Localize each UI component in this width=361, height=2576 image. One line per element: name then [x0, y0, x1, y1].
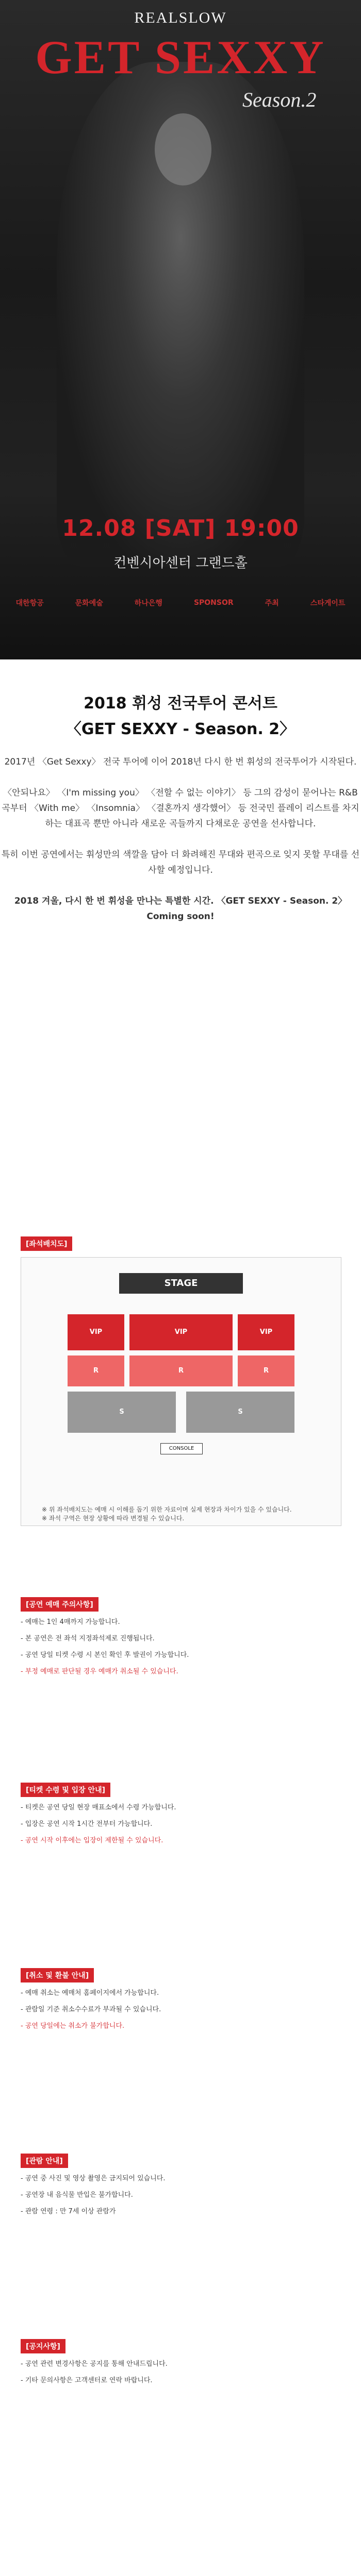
sponsor-logo: 스타게이트: [310, 599, 346, 607]
notice-line: - 예매 취소는 예매처 홈페이지에서 가능합니다.: [21, 1989, 159, 1997]
notice-label: [공지사항]: [21, 2339, 65, 2353]
notice-line: - 공연 당일에는 취소가 불가합니다.: [21, 2022, 125, 2030]
seat-zone: S: [186, 1392, 294, 1433]
notice-block: [21, 1958, 340, 2143]
intro-paragraph: 특히 이번 공연에서는 휘성만의 색깔을 담아 더 화려해진 무대와 편곡으로 잊지 못할 무대를 선사할 예정입니다.: [1, 850, 360, 875]
concert-title: GET SEXXY: [35, 31, 326, 83]
notice-line: - 부정 예매로 판단될 경우 예매가 취소될 수 있습니다.: [21, 1668, 178, 1675]
notice-block: [21, 2329, 340, 2514]
seat-zone: S: [68, 1392, 176, 1433]
seat-note: ※ 위 좌석배치도는 예매 시 이해를 돕기 위한 자료이며 실제 현장과 차이가 있을 수 있습니다.: [42, 1506, 292, 1513]
hero-banner: [0, 0, 361, 701]
seat-label: [좌석배치도]: [21, 1236, 72, 1251]
sponsor-bar: [0, 587, 361, 618]
intro-paragraph: 〈안되나요〉 〈I'm missing you〉 〈전할 수 없는 이야기〉 등 그의 감성이 묻어나는 R&B곡부터 〈With me〉 〈Insomnia〉 〈결혼까지 생각했어〉 등 전국민 플레이 리스트를 차지하는 대표곡 뿐만 아니라 새로운 곡들까지 다채로운 공연을 선사합니다.: [2, 788, 359, 829]
notice-label: [공연 예매 주의사항]: [21, 1597, 99, 1612]
season-label: Season.2: [242, 88, 317, 111]
sponsor-logo: 주최: [265, 599, 279, 607]
intro-section: [0, 659, 361, 1257]
notice-line: - 기타 문의사항은 고객센터로 연락 바랍니다.: [21, 2377, 153, 2384]
notice-line: - 관람일 기준 취소수수료가 부과될 수 있습니다.: [21, 2006, 161, 2013]
console-block: CONSOLE: [160, 1443, 203, 1454]
sponsor-logo: 대한항공: [15, 599, 44, 607]
sponsor-logo: SPONSOR: [193, 599, 234, 607]
notice-line: - 공연 중 사진 및 영상 촬영은 금지되어 있습니다.: [21, 2175, 166, 2182]
notice-line: - 공연 당일 티켓 수령 시 본인 확인 후 발권이 가능합니다.: [21, 1651, 189, 1659]
notice-line: - 본 공연은 전 좌석 지정좌석제로 진행됩니다.: [21, 1635, 155, 1642]
intro-paragraph: 2018 겨울, 다시 한 번 휘성을 만나는 특별한 시간. 〈GET SEXXY - Season. 2〉 Coming soon!: [14, 896, 347, 922]
notice-label: [티켓 수령 및 입장 안내]: [21, 1783, 110, 1797]
artist-face: [155, 113, 211, 185]
notice-line: - 예매는 1인 4매까지 가능합니다.: [21, 1618, 120, 1626]
brand-label: REALSLOW: [134, 9, 227, 26]
concert-venue: 컨벤시아센터 그랜드홀: [113, 555, 248, 571]
notice-line: - 관람 연령 : 만 7세 이상 관람가: [21, 2208, 116, 2215]
notice-block: [21, 1587, 340, 1772]
sponsor-logo: 하나은행: [134, 599, 162, 607]
concert-date: 12.08 [SAT] 19:00: [62, 515, 299, 541]
seat-map: [21, 1257, 341, 1526]
notice-line: - 공연 시작 이후에는 입장이 제한될 수 있습니다.: [21, 1837, 163, 1844]
seat-zone: VIP: [238, 1314, 294, 1350]
notice-section: [0, 1587, 361, 2576]
stage-block: STAGE: [119, 1273, 243, 1294]
notice-line: - 티켓은 공연 당일 현장 매표소에서 수령 가능합니다.: [21, 1804, 176, 1811]
seat-zone: VIP: [68, 1314, 124, 1350]
notice-line: - 공연 관련 변경사항은 공지를 통해 안내드립니다.: [21, 2360, 168, 2368]
intro-paragraph: 2017년 〈Get Sexxy〉 전국 투어에 이어 2018년 다시 한 번 휘성의 전국투어가 시작된다.: [4, 757, 357, 767]
intro-subheading: 〈GET SEXXY - Season. 2〉: [65, 720, 296, 738]
seat-zone: R: [68, 1355, 124, 1386]
seat-note: ※ 좌석 구역은 현장 상황에 따라 변경될 수 있습니다.: [42, 1515, 185, 1522]
seat-zone: R: [238, 1355, 294, 1386]
notice-label: [관람 안내]: [21, 2154, 68, 2168]
notice-line: - 공연장 내 음식물 반입은 불가합니다.: [21, 2191, 133, 2199]
sponsor-logo: 문화예술: [75, 599, 103, 607]
notice-line: - 입장은 공연 시작 1시간 전부터 가능합니다.: [21, 1820, 153, 1828]
notice-block: [21, 1772, 340, 1958]
seat-header: [0, 1226, 361, 1257]
notice-block: [21, 2143, 340, 2329]
seat-legend: [42, 1505, 320, 1522]
intro-heading: 2018 휘성 전국투어 콘서트: [84, 694, 277, 713]
seat-zone: VIP: [129, 1314, 233, 1350]
seat-zone: R: [129, 1355, 233, 1386]
notice-label: [취소 및 환불 안내]: [21, 1968, 94, 1982]
